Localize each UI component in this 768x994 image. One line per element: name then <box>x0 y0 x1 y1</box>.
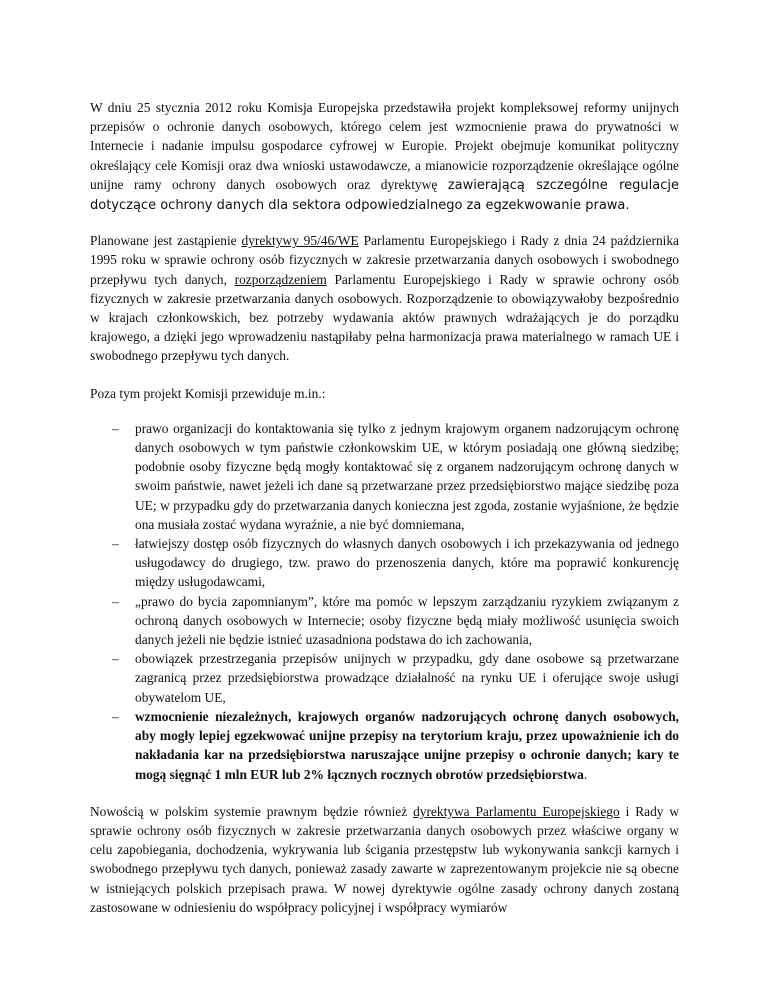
dash-bullet: – <box>112 420 119 436</box>
paragraph-intro-tail: zawierającą szczególne regulacje dotyczące ochrony danych dla sektora odpowiedzialnego za egzekwowanie prawa. <box>90 177 679 214</box>
paragraph-list-intro: Poza tym projekt Komisji przewiduje m.in.: <box>90 385 326 401</box>
provisions-list <box>90 419 679 784</box>
list-item-text: prawo organizacji do kontaktowania się tylko z jednym krajowym organem nadzorującym ochronę danych osobowych w tym państwie członkowskim UE, w którym posiadają one główną siedzibę; podobnie osoby fizyczne będą mogły kontaktować się z organem nadzorującym ochronę danych w swoim państwie, nawet jeżeli ich dane są przetwarzane przez przedsiębiorstwo mające siedzibę poza UE; w przypadku gdy do przetwarzania danych konieczna jest zgoda, zostanie wyjaśnione, że będzie ona musiała zostać wydana wyraźnie, a nie być domniemana, <box>135 420 679 532</box>
list-item-text: obowiązek przestrzegania przepisów unijnych w przypadku, gdy dane osobowe są przetwarzane zagranicą przez przedsiębiorstwa prowadzące działalność na rynku UE i oferujące swoje usługi obywatelom UE, <box>135 651 679 705</box>
list-item <box>90 649 679 707</box>
regulation-link[interactable]: rozporządzeniem <box>234 271 327 287</box>
paragraph-intro-text: W dniu 25 stycznia 2012 roku Komisja Europejska przedstawiła projekt kompleksowej reformy unijnych przepisów o ochronie danych osobowych, którego celem jest wzmocnienie prawa do prywatności w Internecie i nadanie impulsu gospodarce cyfrowej w Europie. Projekt obejmuje komunikat polityczny określający cele Komisji oraz dwa wnioski ustawodawcze, a mianowicie rozporządzenie określające ogólne unijne ramy ochrony danych osobowych oraz dyrektywę <box>90 100 679 192</box>
paragraph-replacement-c: Parlamentu Europejskiego i Rady w sprawie ochrony osób fizycznych w zakresie przetwarzania danych osobowych. Rozporządzenie to obowiązywałoby bezpośrednio w krajach członkowskich, bez potrzeby wydawania aktów prawnych wdrażających je do porządku krajowego, a dzięki jego wprowadzeniu nastąpiłaby pełna harmonizacja prawa materialnego w ramach UE i swobodnego przepływu tych danych. <box>90 271 679 364</box>
paragraph-intro <box>90 98 679 215</box>
paragraph-new-directive-b: i Rady w sprawie ochrony osób fizycznych w zakresie przetwarzania danych osobowych przez właściwe organy w celu zapobiegania, dochodzenia, wykrywania lub ścigania przestępstw lub wykonywania sankcji karnych i swobodnego przepływu tych danych, ponieważ zasady zawarte w zaprezentowanym projekcie nie są obecne w istniejących polskich przepisach prawa. W nowej dyrektywie ogólne zasady ochrony danych zostaną zastosowane w odniesieniu do współpracy policyjnej i współpracy wymiarów <box>90 803 680 915</box>
list-item-end: . <box>583 766 588 782</box>
list-item <box>90 707 679 784</box>
list-item <box>90 592 679 650</box>
list-item-bold-text: wzmocnienie niezależnych, krajowych organów nadzorujących ochronę danych osobowych, aby mogły lepiej egzekwować unijne przepisy na terytorium kraju, przez upoważnienie ich do nakładania kar na przedsiębiorstwa naruszające unijne przepisy o ochronie danych; kary te mogą sięgnąć 1 mln EUR lub 2% łącznych rocznych obrotów przedsiębiorstwa <box>135 708 679 782</box>
paragraph-replacement <box>90 231 679 365</box>
list-item-text: łatwiejszy dostęp osób fizycznych do własnych danych osobowych i ich przekazywania od jednego usługodawcy do drugiego, tzw. prawo do przenoszenia danych, które ma poprawić konkurencję między usługodawcami, <box>135 536 679 590</box>
paragraph-replacement-a: Planowane jest zastąpienie <box>90 233 242 249</box>
paragraph-replacement-b: Parlamentu Europejskiego i Rady z dnia 24 października 1995 roku w sprawie ochrony osób fizycznych w zakresie przetwarzania danych osobowych i swobodnego przepływu tych danych, <box>90 233 679 287</box>
dash-bullet: – <box>112 651 119 667</box>
list-item <box>90 534 679 592</box>
directive-95-46-link[interactable]: dyrektywy 95/46/WE <box>241 233 359 249</box>
dash-bullet: – <box>112 708 119 724</box>
paragraph-new-directive <box>90 802 679 917</box>
document-page <box>90 98 679 917</box>
directive-link[interactable]: dyrektywa Parlamentu Europejskiego <box>413 803 620 819</box>
list-item-text: „prawo do bycia zapomnianym”, które ma pomóc w lepszym zarządzaniu ryzykiem związanym z ochroną danych osobowych w Internecie; osoby fizyczne będą miały możliwość usunięcia swoich danych jeżeli nie będzie istnieć uzasadniona podstawa do ich zachowania, <box>135 593 679 648</box>
paragraph-new-directive-a: Nowością w polskim systemie prawnym będzie również <box>90 803 414 819</box>
list-item <box>90 419 679 534</box>
dash-bullet: – <box>112 593 119 609</box>
dash-bullet: – <box>112 536 119 552</box>
